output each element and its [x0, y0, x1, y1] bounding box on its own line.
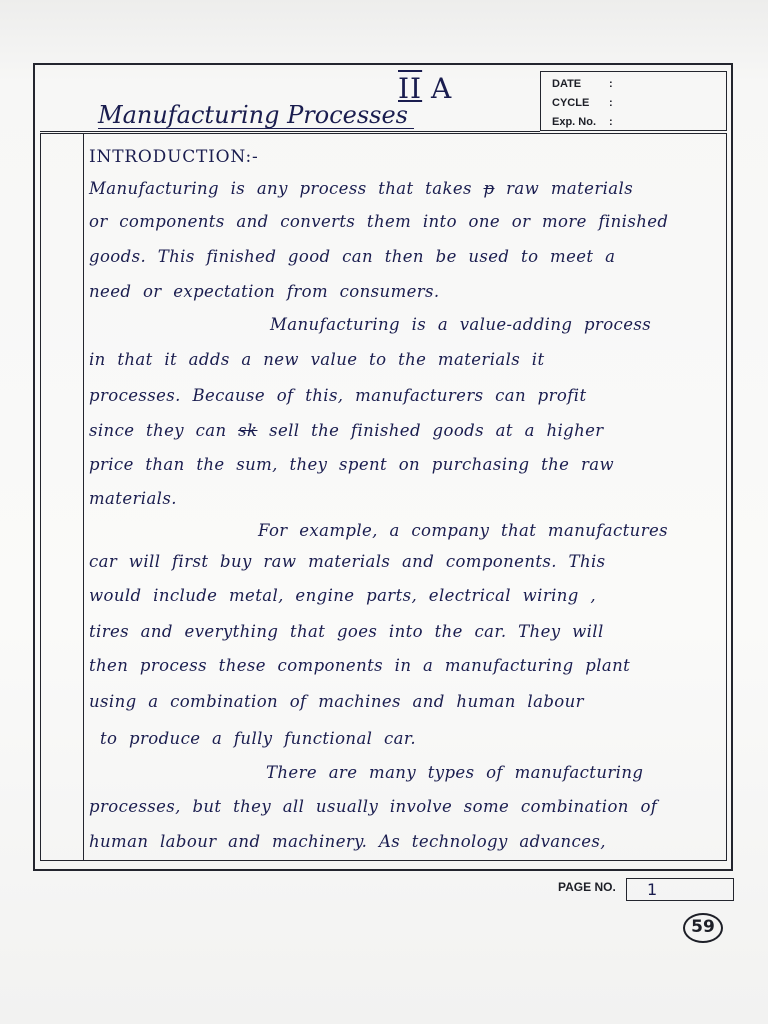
section-heading: INTRODUCTION:-: [89, 147, 259, 167]
line-text-after: raw materials: [494, 179, 634, 198]
body-line: or components and converts them into one or more finished: [89, 212, 669, 231]
body-line: price than the sum, they spent on purchasing the raw: [89, 455, 615, 474]
page-title: Manufacturing Processes: [98, 102, 414, 129]
date-colon: :: [609, 78, 613, 90]
page-number-box: [626, 878, 734, 901]
body-line: processes. Because of this, manufacturers can profit: [89, 386, 587, 405]
body-line: would include metal, engine parts, electrical wiring ,: [89, 586, 597, 605]
cycle-colon: :: [609, 97, 613, 109]
body-line: then process these components in a manufacturing plant: [89, 656, 631, 675]
body-line: processes, but they all usually involve some combination of: [89, 797, 658, 816]
body-line: goods. This finished good can then be used to meet a: [89, 247, 616, 266]
line-text: since they can: [89, 421, 239, 440]
date-row: [552, 76, 726, 95]
struck-text: p: [483, 179, 495, 198]
line-text: Manufacturing is any process that takes: [89, 179, 484, 198]
page-number-label: PAGE NO.: [558, 880, 616, 894]
body-line: to produce a fully functional car.: [100, 729, 416, 748]
body-line: human labour and machinery. As technology advances,: [89, 832, 606, 851]
margin-line: [83, 133, 84, 861]
roman-numeral: II: [398, 72, 423, 105]
body-line: in that it adds a new value to the materials it: [89, 350, 545, 369]
line-text-after: sell the finished goods at a higher: [257, 421, 604, 440]
body-line: car will first buy raw materials and components. This: [89, 552, 606, 571]
sheet-number: 59: [691, 917, 715, 937]
date-cycle-box: [540, 71, 727, 131]
section-letter: A: [431, 72, 452, 105]
exp-colon: :: [609, 116, 613, 128]
cycle-label: CYCLE: [552, 97, 590, 109]
body-line: There are many types of manufacturing: [266, 763, 644, 782]
exp-label: Exp. No.: [552, 116, 597, 128]
circled-sheet-number: [683, 913, 723, 943]
page-number: 1: [647, 880, 658, 899]
body-line: [89, 179, 633, 198]
body-line: Manufacturing is a value-adding process: [270, 315, 652, 334]
body-line: For example, a company that manufactures: [258, 521, 669, 540]
cycle-row: [552, 95, 726, 114]
body-line: tires and everything that goes into the car. They will: [89, 622, 604, 641]
header-divider: [40, 131, 540, 132]
body-line: need or expectation from consumers.: [89, 282, 440, 301]
struck-text: sk: [238, 421, 258, 440]
body-line: materials.: [89, 489, 177, 508]
body-line: using a combination of machines and human labour: [89, 692, 584, 711]
exp-row: [552, 114, 726, 133]
body-line: [89, 421, 604, 440]
date-label: DATE: [552, 78, 582, 90]
